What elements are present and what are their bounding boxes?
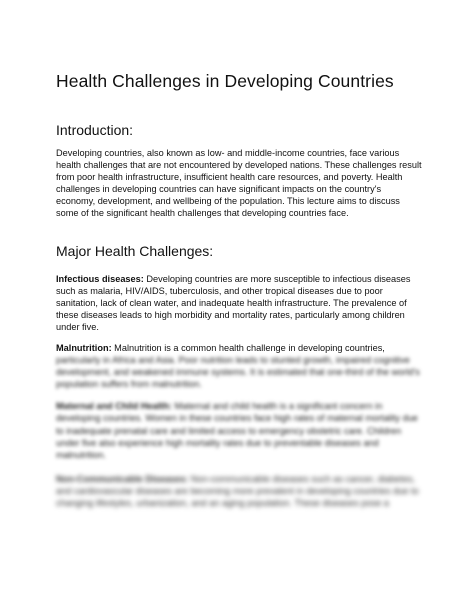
non-communicable-diseases-text: Non-communicable diseases such as cancer, diabetes, and cardiovascular diseases are becoming more prevalent in developing countries due to changing lifestyles, urbanization, and an aging population. These diseases pose a [56,473,419,508]
malnutrition-continued-paragraph: particularly in Africa and Asia. Poor nutrition leads to stunted growth, impaired cognitive development, and weakened immune systems. It is estimated that one-third of the world's population suffers from malnutrition. [56,355,420,390]
non-communicable-diseases-label: Non-Communicable Diseases: [56,473,189,484]
introduction-heading: Introduction: [56,122,134,138]
document-title: Health Challenges in Developing Countries [56,71,394,91]
major-challenges-heading: Major Health Challenges: [56,242,214,259]
infectious-diseases-text: Developing countries are more susceptible to infectious diseases such as malaria, HIV/AIDS, tuberculosis, and other tropical diseases due to poor sanitation, lack of clean water, and inadequate health infrastructure. The prevalence of these diseases leads to high morbidity and mortality rates, particularly among children under five. [56,273,411,332]
malnutrition-label: Malnutrition: [56,343,112,354]
document-content [56,70,422,509]
infectious-diseases-paragraph [56,273,422,333]
non-communicable-diseases-paragraph [56,473,422,509]
introduction-paragraph: Developing countries, also known as low- and middle-income countries, face various health challenges that are not encountered by developed nations. These challenges result from poor health infrastructure, insufficient health care resources, and poverty. Health challenges in developing countries can have significant impacts on the country's economy, development, and wellbeing of the population. This lecture aims to discuss some of the significant health challenges that developing countries face. [56,148,422,219]
infectious-diseases-label: Infectious diseases: [56,273,144,284]
maternal-child-health-paragraph [56,400,422,460]
malnutrition-text: Malnutrition is a common health challenge in developing countries, [111,343,385,354]
maternal-child-health-label: Maternal and Child Health: [56,401,172,412]
maternal-child-health-text: Maternal and child health is a significant concern in developing countries. Women in these countries face high rates of maternal mortality due to inadequate prenatal care and limited access to emergency obstetric care. Children under five also experience high mortality rates due to preventable diseases and malnutrition. [56,401,418,460]
malnutrition-paragraph [56,342,422,354]
